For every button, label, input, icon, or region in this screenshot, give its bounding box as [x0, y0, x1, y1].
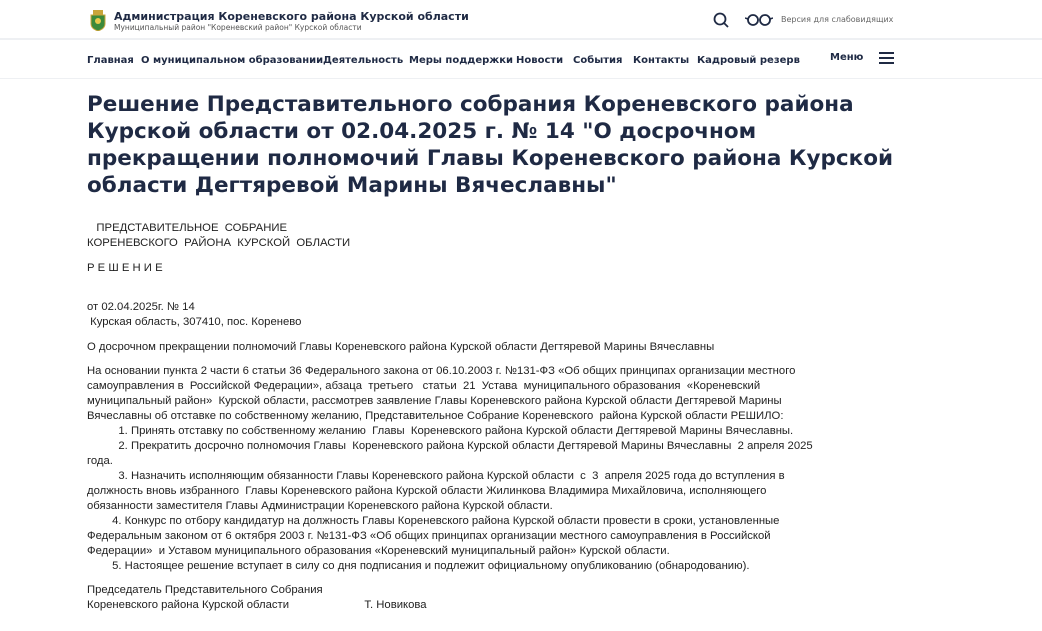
search-icon[interactable]: [713, 12, 729, 28]
nav-events[interactable]: События: [573, 55, 623, 66]
doc-line: Вячеславны об отставке по собственному желанию, Представительное Собрание Кореневского района Курской области РЕШИЛО:: [87, 410, 784, 422]
doc-line: 3. Назначить исполняющим обязанности Главы Кореневского района Курской области с 3 апреля 2025 года до вступления в: [87, 470, 785, 482]
nav-support[interactable]: Меры поддержки: [409, 55, 514, 66]
nav-contacts[interactable]: Контакты: [633, 55, 690, 66]
doc-line: КОРЕНЕВСКОГО РАЙОНА КУРСКОЙ ОБЛАСТИ: [87, 237, 351, 249]
doc-line: должность вновь избранного Главы Кореневского района Курской области Жилинкова Владимира Михайловича, исполняющего: [87, 485, 767, 497]
signature-title: Председатель Представительного Собрания: [87, 584, 323, 596]
hamburger-menu-icon[interactable]: [879, 52, 894, 67]
menu-label[interactable]: Меню: [830, 52, 864, 63]
doc-line: Курская область, 307410, пос. Коренево: [87, 316, 302, 328]
coat-of-arms-logo[interactable]: [88, 9, 108, 31]
site-header: [0, 0, 1042, 40]
doc-line: Р Е Ш Е Н И Е: [87, 262, 163, 274]
doc-line: ПРЕДСТАВИТЕЛЬНОЕ СОБРАНИЕ: [87, 222, 288, 234]
doc-line: 2. Прекратить досрочно полномочия Главы Кореневского района Курской области Дегтяревой Марины Вячеславны 2 апреля 2025: [87, 440, 813, 452]
doc-line: муниципальный район» Курской области, рассмотрев заявление Главы Кореневского района Курской области Дегтяревой Марины: [87, 395, 782, 407]
doc-line: самоуправления в Российской Федерации», абзаца третьего статьи 21 Устава муниципального образования «Кореневский: [87, 380, 761, 392]
doc-line: Федерации» и Уставом муниципального образования «Кореневский муниципальный район» Курской области.: [87, 545, 670, 557]
nav-municipality[interactable]: О муниципальном образовании: [141, 55, 324, 66]
doc-line: 4. Конкурс по отбору кандидатур на должность Главы Кореневского района Курской области провести в сроки, установленные: [87, 515, 780, 527]
nav-personnel-reserve[interactable]: Кадровый резерв: [697, 55, 800, 66]
doc-line: обязанности заместителя Главы Администрации Кореневского района Курской области.: [87, 500, 553, 512]
site-subtitle: Муниципальный район "Кореневский район" Курской области: [114, 23, 362, 32]
accessibility-version-link[interactable]: Версия для слабовидящих: [781, 15, 894, 24]
glasses-icon[interactable]: [745, 13, 773, 27]
doc-line: года.: [87, 455, 113, 467]
site-title[interactable]: Администрация Кореневского района Курской области: [114, 10, 469, 23]
page-title: Решение Представительного собрания Кореневского района Курской области от 02.04.2025 г. № 14 "О досрочном прекращении полномочий Главы Кореневского района Курской области Дегтяревой Марины Вячеславны": [87, 92, 894, 198]
doc-line: 1. Принять отставку по собственному желанию Главы Кореневского района Курской области Дегтяревой Марины Вячеславны.: [87, 425, 794, 437]
doc-line: от 02.04.2025г. № 14: [87, 301, 195, 313]
doc-line: На основании пункта 2 части 6 статьи 36 Федерального закона от 06.10.2003 г. №131-ФЗ «Об общих принципах организации местного: [87, 365, 796, 377]
nav-news[interactable]: Новости: [516, 55, 564, 66]
doc-line: О досрочном прекращении полномочий Главы Кореневского района Курской области Дегтяревой Марины Вячеславны: [87, 341, 715, 353]
doc-line: Федеральным законом от 6 октября 2003 г. №131-ФЗ «Об общих принципах организации местного самоуправления в Российской: [87, 530, 771, 542]
main-nav: [0, 42, 1042, 79]
nav-home[interactable]: Главная: [87, 55, 134, 66]
signature-name: Кореневского района Курской области Т. Новикова: [87, 599, 427, 611]
doc-line: 5. Настоящее решение вступает в силу со дня подписания и подлежит официальному опубликованию (обнародованию).: [87, 560, 750, 572]
nav-activity[interactable]: Деятельность: [323, 55, 404, 66]
